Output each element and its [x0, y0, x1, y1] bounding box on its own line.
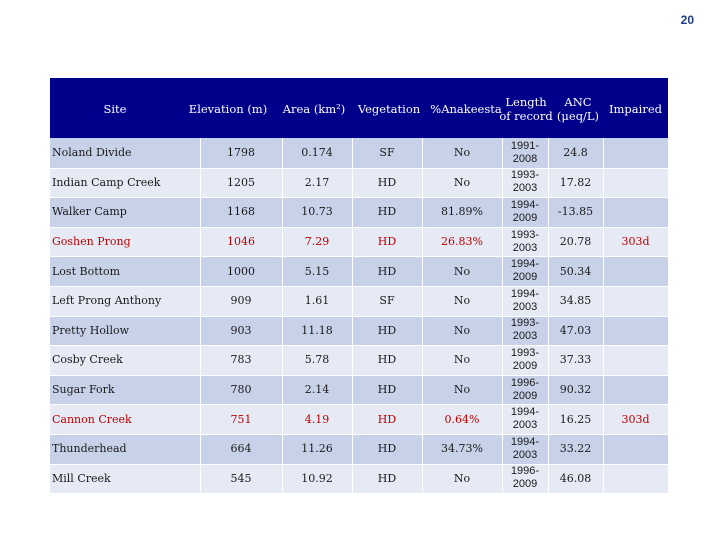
row-divider: [50, 404, 668, 405]
cell-vegetation: HD: [377, 323, 397, 337]
cell-area: 11.18: [301, 323, 333, 337]
cell-elevation: 903: [230, 323, 252, 337]
cell-site: Indian Camp Creek: [52, 175, 161, 189]
cell-impaired: [603, 256, 668, 286]
table-body: [50, 138, 668, 493]
header-vegetation: Vegetation: [357, 102, 421, 116]
cell-impaired: [603, 375, 668, 405]
header-impaired: Impaired: [608, 102, 662, 116]
row-divider: [50, 256, 668, 257]
row-divider: [50, 197, 668, 198]
cell-length-of-record: [502, 138, 548, 168]
cell-anakeesta: 0.64%: [444, 412, 480, 426]
cell-anc: 16.25: [559, 412, 592, 426]
cell-anakeesta: No: [453, 353, 471, 367]
cell-vegetation: HD: [377, 264, 397, 278]
length-end: 2003: [512, 182, 538, 195]
length-end: 2003: [512, 419, 538, 432]
cell-vegetation: HD: [377, 383, 397, 397]
header-area: Area (km²): [282, 102, 346, 116]
cell-anakeesta: 81.89%: [441, 205, 483, 219]
cell-impaired: 303d: [621, 235, 650, 249]
cell-length-of-record: [502, 434, 548, 464]
row-divider: [50, 375, 668, 376]
cell-anakeesta: No: [453, 146, 471, 160]
cell-elevation: 1798: [227, 146, 255, 160]
cell-anc: 33.22: [559, 442, 592, 456]
cell-site: Thunderhead: [52, 442, 127, 456]
header-length-of-record: of record: [499, 109, 553, 123]
header-length: Length: [505, 95, 547, 109]
length-end: 2003: [512, 300, 538, 313]
cell-impaired: [603, 197, 668, 227]
table-row: [50, 286, 668, 316]
table-row: [50, 197, 668, 227]
row-divider: [50, 316, 668, 317]
cell-vegetation: HD: [377, 205, 397, 219]
cell-anakeesta: 34.73%: [441, 442, 483, 456]
row-divider: [50, 286, 668, 287]
cell-area: 2.14: [304, 383, 330, 397]
table-row: [50, 404, 668, 434]
cell-anakeesta: No: [453, 471, 471, 485]
length-start: 1993-: [510, 317, 540, 330]
cell-area: 1.61: [304, 294, 330, 308]
length-start: 1991-: [510, 139, 540, 152]
length-end: 2009: [512, 211, 538, 224]
cell-area: 11.26: [301, 442, 333, 456]
table-row: [50, 138, 668, 168]
cell-elevation: 545: [230, 471, 252, 485]
row-divider: [50, 345, 668, 346]
table-row: [50, 375, 668, 405]
column-divider: [502, 138, 503, 493]
cell-site: Cosby Creek: [52, 353, 123, 367]
header-anc-units: (μeq/L): [556, 109, 600, 123]
cell-length-of-record: [502, 375, 548, 405]
cell-elevation: 1000: [227, 264, 255, 278]
cell-area: 4.19: [304, 412, 330, 426]
column-divider: [603, 138, 604, 493]
cell-length-of-record: [502, 316, 548, 346]
cell-anakeesta: No: [453, 294, 471, 308]
length-start: 1994-: [510, 258, 540, 271]
cell-impaired: [603, 168, 668, 198]
cell-area: 5.15: [304, 264, 330, 278]
length-start: 1994-: [510, 287, 540, 300]
cell-anakeesta: 26.83%: [441, 235, 483, 249]
cell-impaired: [603, 434, 668, 464]
cell-length-of-record: [502, 197, 548, 227]
cell-site: Cannon Creek: [52, 412, 132, 426]
cell-area: 10.73: [301, 205, 333, 219]
cell-site: Noland Divide: [52, 146, 132, 160]
cell-anc: 20.78: [559, 235, 592, 249]
cell-anc: 90.32: [559, 383, 592, 397]
cell-elevation: 780: [230, 383, 252, 397]
cell-site: Goshen Prong: [52, 235, 131, 249]
cell-length-of-record: [502, 345, 548, 375]
length-end: 2008: [512, 152, 538, 165]
cell-site: Mill Creek: [52, 471, 111, 485]
cell-site: Lost Bottom: [52, 264, 121, 278]
column-divider: [282, 138, 283, 493]
header-anc: ANC: [564, 95, 592, 109]
cell-anakeesta: No: [453, 175, 471, 189]
cell-vegetation: HD: [377, 412, 397, 426]
cell-elevation: 783: [230, 353, 252, 367]
page-number: 20: [680, 13, 694, 27]
cell-anc: 46.08: [559, 471, 592, 485]
length-end: 2003: [512, 330, 538, 343]
table-row: [50, 256, 668, 286]
length-end: 2003: [512, 448, 538, 461]
cell-length-of-record: [502, 256, 548, 286]
column-divider: [352, 138, 353, 493]
cell-anc: 24.8: [563, 146, 588, 160]
cell-area: 0.174: [301, 146, 333, 160]
table-row: [50, 464, 668, 494]
cell-elevation: 1205: [227, 175, 255, 189]
cell-area: 10.92: [301, 471, 333, 485]
cell-anakeesta: No: [453, 383, 471, 397]
cell-anc: 17.82: [559, 175, 592, 189]
cell-impaired: [603, 286, 668, 316]
cell-area: 7.29: [304, 235, 330, 249]
cell-site: Sugar Fork: [52, 383, 115, 397]
cell-vegetation: HD: [377, 353, 397, 367]
length-start: 1996-: [510, 376, 540, 389]
cell-length-of-record: [502, 464, 548, 494]
cell-anakeesta: No: [453, 323, 471, 337]
table-row: [50, 434, 668, 464]
length-start: 1994-: [510, 435, 540, 448]
cell-elevation: 1046: [227, 235, 255, 249]
table-row: [50, 316, 668, 346]
cell-elevation: 664: [230, 442, 252, 456]
column-divider: [200, 138, 201, 493]
length-start: 1993-: [510, 169, 540, 182]
cell-vegetation: HD: [377, 175, 397, 189]
length-end: 2009: [512, 271, 538, 284]
cell-impaired: 303d: [621, 412, 650, 426]
length-start: 1993-: [510, 228, 540, 241]
cell-site: Walker Camp: [52, 205, 127, 219]
cell-site: Pretty Hollow: [52, 323, 130, 337]
length-start: 1994-: [510, 198, 540, 211]
cell-impaired: [603, 464, 668, 494]
cell-area: 5.78: [304, 353, 330, 367]
header-site: Site: [103, 102, 127, 116]
table-row: [50, 168, 668, 198]
cell-vegetation: HD: [377, 442, 397, 456]
row-divider: [50, 168, 668, 169]
cell-anc: 50.34: [559, 264, 592, 278]
length-start: 1993-: [510, 346, 540, 359]
cell-impaired: [603, 316, 668, 346]
cell-anc: 34.85: [559, 294, 592, 308]
table-row: [50, 345, 668, 375]
row-divider: [50, 434, 668, 435]
cell-area: 2.17: [304, 175, 330, 189]
length-start: 1994-: [510, 406, 540, 419]
cell-site: Left Prong Anthony: [52, 294, 162, 308]
cell-anc: 47.03: [559, 323, 592, 337]
cell-anc: 37.33: [559, 353, 592, 367]
column-divider: [548, 138, 549, 493]
cell-impaired: [603, 138, 668, 168]
cell-vegetation: HD: [377, 235, 397, 249]
cell-impaired: [603, 345, 668, 375]
cell-anakeesta: No: [453, 264, 471, 278]
length-end: 2009: [512, 478, 538, 491]
table-row: [50, 227, 668, 257]
cell-elevation: 751: [230, 412, 252, 426]
header-anakeesta: %Anakeesta: [430, 102, 502, 116]
header-elevation: Elevation (m): [188, 102, 268, 116]
length-start: 1996-: [510, 465, 540, 478]
cell-length-of-record: [502, 286, 548, 316]
cell-length-of-record: [502, 168, 548, 198]
cell-vegetation: SF: [379, 294, 395, 308]
cell-vegetation: SF: [379, 146, 395, 160]
row-divider: [50, 464, 668, 465]
cell-anc: -13.85: [557, 205, 594, 219]
cell-elevation: 909: [230, 294, 252, 308]
length-end: 2009: [512, 359, 538, 372]
cell-vegetation: HD: [377, 471, 397, 485]
column-divider: [422, 138, 423, 493]
row-divider: [50, 227, 668, 228]
cell-elevation: 1168: [227, 205, 255, 219]
length-end: 2003: [512, 241, 538, 254]
cell-length-of-record: [502, 227, 548, 257]
cell-length-of-record: [502, 404, 548, 434]
length-end: 2009: [512, 389, 538, 402]
